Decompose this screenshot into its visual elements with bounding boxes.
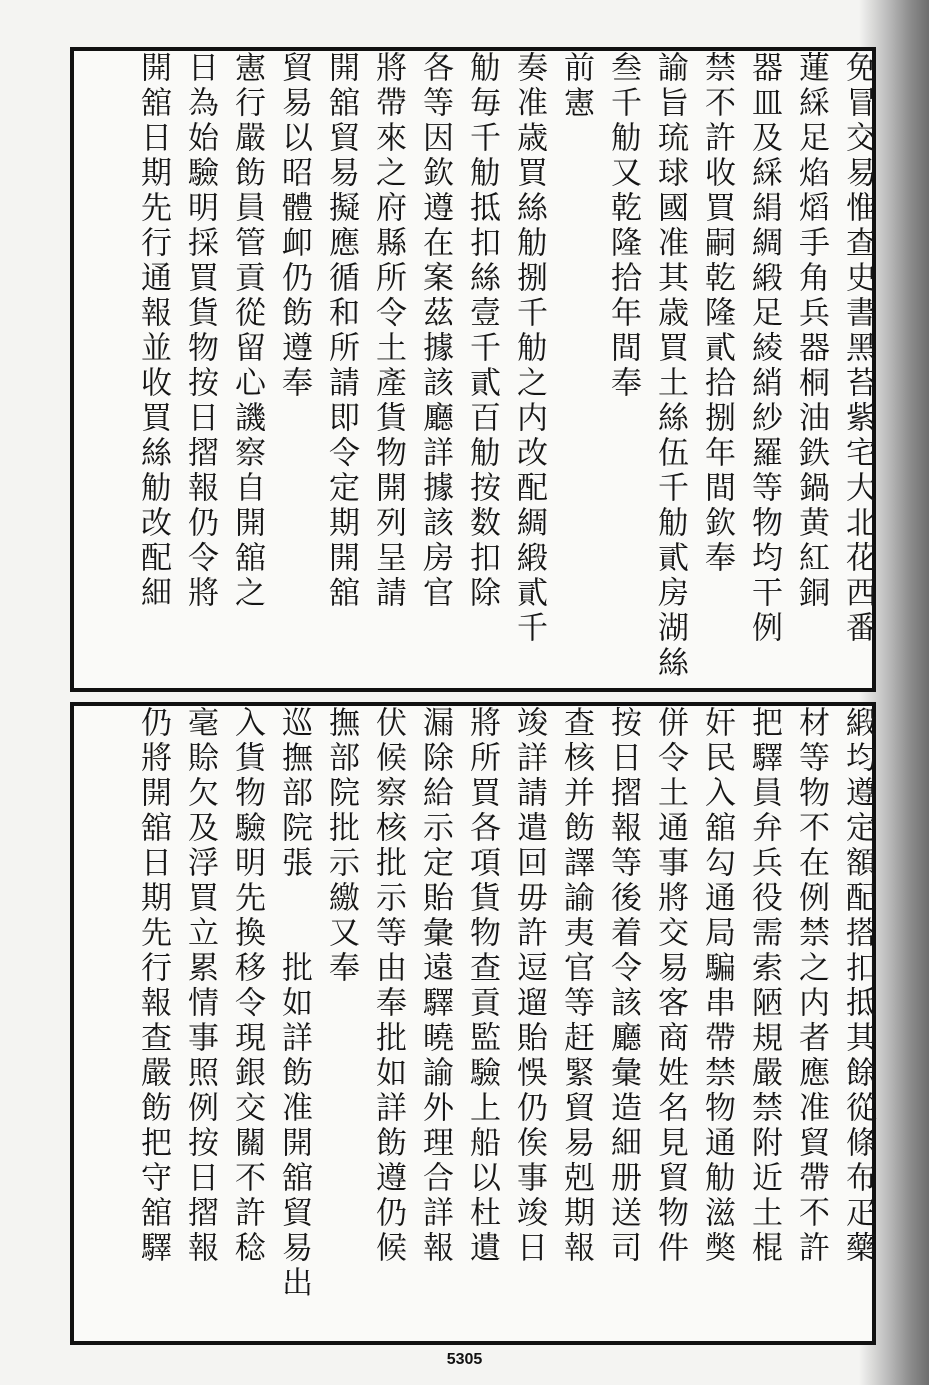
text-column: 諭旨琉球國准其歳買土絲伍千觔貳房湖絲 (652, 51, 688, 681)
text-column: 毫賒欠及浮買立累情事照例按日摺報 (182, 706, 218, 1266)
text-column: 貿易以昭體卹仍飭遵奉 (276, 51, 312, 401)
text-column: 材等物不在例禁之内者應准貿帶不許 (793, 706, 829, 1266)
text-column: 前憲 (558, 51, 594, 121)
text-column: 器皿及綵絹綢緞足綾綃紗羅等物均干例 (746, 51, 782, 646)
text-column: 憲行嚴飭員管貢從留心譏察自開舘之 (229, 51, 265, 611)
text-column: 免冒交易惟查史書黑苔紫宅大北花西番 (840, 51, 876, 646)
text-column: 開舘貿易擬應循和所請即令定期開舘 (323, 51, 359, 611)
text-column: 各等因欽遵在案茲據該廳詳據該房官 (417, 51, 453, 611)
text-column: 觔毎千觔抵扣絲壹千貳百觔按数扣除 (464, 51, 500, 611)
text-column: 奸民入舘勾通局騙串帶禁物通觔滋獘 (699, 706, 735, 1266)
text-column: 仍將開舘日期先行報查嚴飭把守舘驛 (135, 706, 171, 1266)
text-column: 竣詳請遣回毋許逗遛貽悞仍俟事竣日 (511, 706, 547, 1266)
text-column: 開舘日期先行通報並收買絲觔改配細 (135, 51, 171, 611)
text-column: 緞均遵定額配搭扣抵其餘從條布疋藥 (840, 706, 876, 1266)
text-column: 伏候察核批示等由奉批如詳飭遵仍候 (370, 706, 406, 1266)
text-column: 日為始驗明採買貨物按日摺報仍令將 (182, 51, 218, 611)
text-column: 蓮綵足焰熖手角兵器桐油鉄鍋黄紅銅 (793, 51, 829, 611)
text-column: 巡撫部院張 批如詳飭准開舘貿易出 (276, 706, 312, 1301)
text-column: 撫部院批示繳又奉 (323, 706, 359, 986)
upper-text-panel (70, 47, 876, 692)
page-number: 5305 (446, 1351, 483, 1368)
text-column: 漏除給示定貽彙遠驛曉諭外理合詳報 (417, 706, 453, 1266)
text-column: 併令土通事將交易客商姓名見貿物件 (652, 706, 688, 1266)
text-column: 叁千觔又乾隆拾年間奉 (605, 51, 641, 401)
text-column: 把驛員弁兵役需索陋規嚴禁附近土棍 (746, 706, 782, 1266)
text-column: 將帶來之府縣所令土產貨物開列呈請 (370, 51, 406, 611)
lower-text-panel (70, 702, 876, 1345)
text-column: 將所買各項貨物查貢監驗上船以杜遺 (464, 706, 500, 1266)
text-column: 奏准歳買絲觔捌千觔之内改配綢緞貳千 (511, 51, 547, 646)
text-column: 查核并飭譯諭夷官等赶緊貿易剋期報 (558, 706, 594, 1266)
text-column: 按日摺報等後着令該廳彙造細册送司 (605, 706, 641, 1266)
text-column: 禁不許收買嗣乾隆貳拾捌年間欽奉 (699, 51, 735, 576)
text-column: 入貨物驗明先換移令現銀交關不許稔 (229, 706, 265, 1266)
